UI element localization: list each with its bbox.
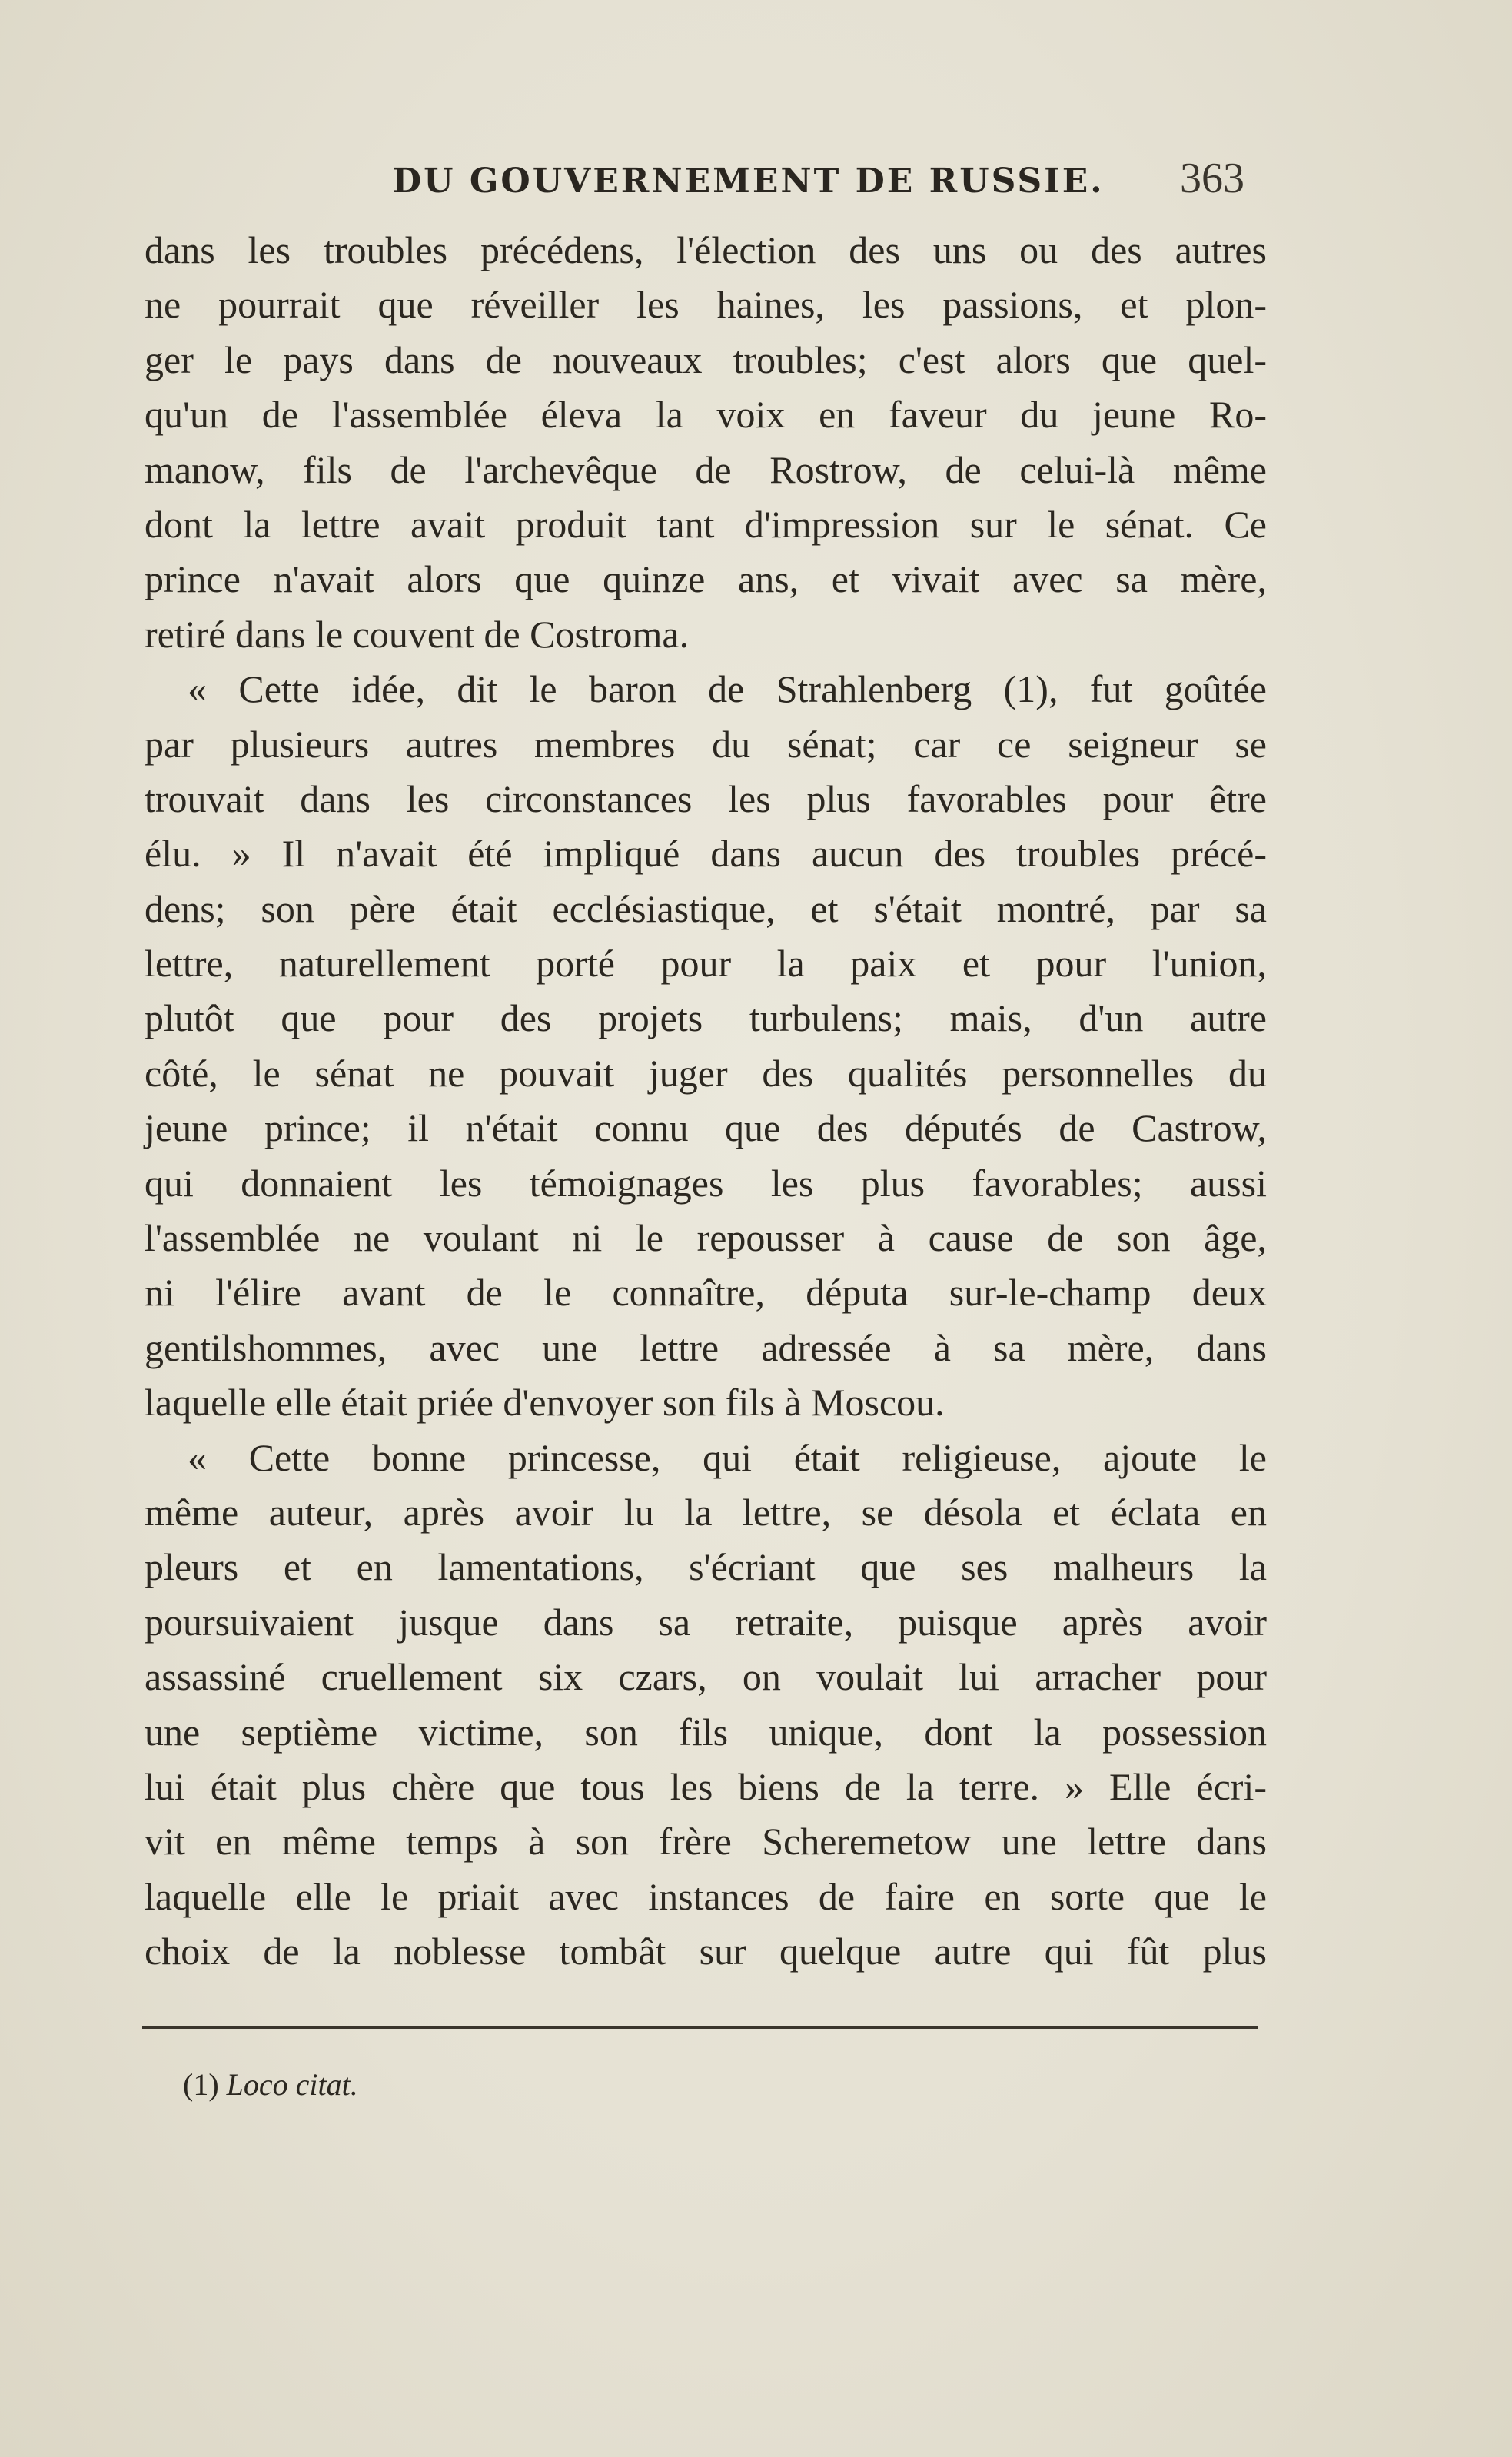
text-line: lettre, naturellement porté pour la paix et pour l'union, xyxy=(145,942,1267,986)
footnote-marker: (1) xyxy=(183,2067,219,2102)
text-line: laquelle elle était priée d'envoyer son fils à Moscou. xyxy=(145,1381,945,1425)
text-line: qui donnaient les témoignages les plus favorables; aussi xyxy=(145,1161,1267,1205)
running-title: DU GOUVERNEMENT DE RUSSIE. xyxy=(392,161,1105,201)
text-line: par plusieurs autres membres du sénat; car ce seigneur se xyxy=(145,722,1267,766)
text-line: « Cette bonne princesse, qui était religieuse, ajoute le xyxy=(188,1435,1267,1479)
text-line: élu. » Il n'avait été impliqué dans aucun des troubles précé- xyxy=(145,832,1267,876)
text-line: qu'un de l'assemblée éleva la voix en faveur du jeune Ro- xyxy=(145,393,1267,437)
text-line: ger le pays dans de nouveaux troubles; c'est alors que quel- xyxy=(145,337,1267,381)
text-line: choix de la noblesse tombât sur quelque autre qui fût plus xyxy=(145,1930,1267,1973)
body-text xyxy=(145,223,1267,1980)
text-line: l'assemblée ne voulant ni le repousser à cause de son âge, xyxy=(145,1216,1267,1260)
text-line: côté, le sénat ne pouvait juger des qualités personnelles du xyxy=(145,1051,1267,1095)
page-number: 363 xyxy=(1180,155,1244,202)
text-line: gentilshommes, avec une lettre adressée à sa mère, dans xyxy=(145,1325,1267,1369)
text-line: dans les troubles précédens, l'élection des uns ou des autres xyxy=(145,228,1267,271)
text-line: plutôt que pour des projets turbulens; mais, d'un autre xyxy=(145,996,1267,1040)
text-line: dens; son père était ecclésiastique, et s'était montré, par sa xyxy=(145,886,1267,930)
text-line: prince n'avait alors que quinze ans, et vivait avec sa mère, xyxy=(145,557,1267,601)
footnote xyxy=(183,2066,358,2103)
text-line: assassiné cruellement six czars, on voulait lui arracher pour xyxy=(145,1655,1267,1699)
text-line: trouvait dans les circonstances les plus favorables pour être xyxy=(145,776,1267,820)
text-line: dont la lettre avait produit tant d'impression sur le sénat. Ce xyxy=(145,502,1267,546)
footnote-text: Loco citat. xyxy=(226,2067,358,2102)
footnote-divider xyxy=(142,2026,1258,2029)
text-line: ni l'élire avant de le connaître, députa sur-le-champ deux xyxy=(145,1271,1267,1315)
text-line: « Cette idée, dit le baron de Strahlenberg (1), fut goûtée xyxy=(188,667,1267,711)
text-line: vit en même temps à son frère Scheremetow une lettre dans xyxy=(145,1820,1267,1864)
text-line: laquelle elle le priait avec instances de faire en sorte que le xyxy=(145,1874,1267,1918)
text-line: pleurs et en lamentations, s'écriant que ses malheurs la xyxy=(145,1545,1267,1589)
text-line: lui était plus chère que tous les biens de la terre. » Elle écri- xyxy=(145,1764,1267,1808)
text-line: même auteur, après avoir lu la lettre, se désola et éclata en xyxy=(145,1490,1267,1534)
text-line: poursuivaient jusque dans sa retraite, puisque après avoir xyxy=(145,1600,1267,1644)
text-line: une septième victime, son fils unique, dont la possession xyxy=(145,1710,1267,1754)
text-line: ne pourrait que réveiller les haines, les passions, et plon- xyxy=(145,283,1267,327)
text-line: retiré dans le couvent de Costroma. xyxy=(145,612,690,656)
text-line: jeune prince; il n'était connu que des députés de Castrow, xyxy=(145,1106,1267,1150)
text-line: manow, fils de l'archevêque de Rostrow, de celui-là même xyxy=(145,447,1267,491)
